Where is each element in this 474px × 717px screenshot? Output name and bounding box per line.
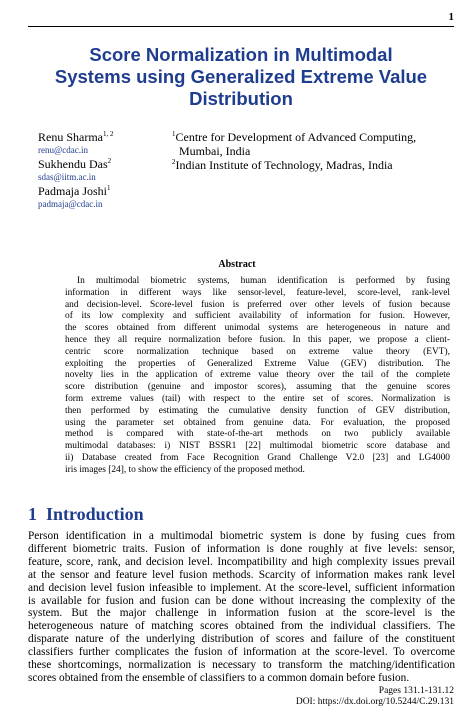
author-affil-marker: 2 <box>107 157 112 165</box>
paper-title <box>28 44 454 110</box>
doi-link[interactable]: DOI: https://dx.doi.org/10.5244/C.29.131 <box>295 697 454 707</box>
introduction-body <box>28 530 455 685</box>
author-email[interactable]: padmaja@cdac.in <box>38 199 103 209</box>
title-line: Systems using Generalized Extreme Value <box>54 66 428 87</box>
text-line: these shortcomings, normalization is necessary to transform the matching/identification <box>28 659 455 672</box>
author-list <box>38 130 168 211</box>
page-range: Pages 131.1-131.12 <box>378 686 454 696</box>
text-line: score distribution (genuine and impostor scores), assuming that the genuine scores <box>65 382 450 393</box>
text-line: is available for fusion and fusion can be done without increasing the complexity of the <box>28 594 455 607</box>
text-line: form extreme values (tail) with respect to the entire set of scores. Normalization is <box>65 393 450 404</box>
text-line: method is compared with state-of-the-art methods on two publicly available <box>65 429 450 440</box>
text-line: exploiting the properties of Generalized Extreme Value (GEV) distribution. The <box>65 358 450 369</box>
text-line: Person identification in a multimodal biometric system is done by fusing cues from <box>28 530 455 542</box>
text-line: centric score normalization technique based on extreme value theory (EVT), <box>65 346 450 357</box>
author-name: Sukhendu Das$^2$ <box>38 157 112 171</box>
affiliation: $^2$Indian Institute of Technology, Madras, India <box>172 158 393 172</box>
text-line: In multimodal biometric systems, human identification is performed by fusing <box>77 276 450 286</box>
author-affil-marker: 1, 2 <box>103 130 114 138</box>
text-line: scores obtained from the ensemble of classifiers to a common domain before fusion. <box>28 671 410 684</box>
abstract-heading: Abstract <box>218 259 256 270</box>
text-line: multimodal databases: i) NIST BSSR1 [22] multimodal biometric score database and <box>65 441 450 452</box>
author-name: Padmaja Joshi$^1$ <box>38 184 111 198</box>
text-line: and decision-level. Score-level fusion is preferred over other levels of fusion because <box>65 299 450 310</box>
text-line: using the parameter set obtained from genuine data. For evaluation, the proposed <box>65 417 450 428</box>
abstract-body <box>65 276 450 477</box>
affiliation-list <box>172 130 462 172</box>
header-rule <box>28 26 454 27</box>
text-line: then performed by estimating the cumulative density function of GEV distribution, <box>65 405 450 416</box>
author-name: Renu Sharma$^{1, 2}$ <box>38 130 114 144</box>
title-line: Distribution <box>189 88 293 109</box>
text-line: different biometric traits. Fusion of information is done roughly at five levels: sensor, <box>28 542 455 555</box>
affiliation-continuation: Mumbai, India <box>179 144 251 158</box>
text-line: the scores obtained from different unimodal systems are heterogeneous in nature and <box>65 323 450 334</box>
text-line: information in different ways like sensor-level, feature-level, score-level, rank-level <box>65 287 450 298</box>
text-line: iris images [24], to show the efficiency of the proposed method. <box>65 464 305 475</box>
affiliation: $^1$Centre for Development of Advanced Computing, <box>172 130 417 144</box>
text-line: at the sensor and feature level fusion methods. Scarcity of information makes rank level <box>28 568 455 581</box>
text-line: classifiers further complicates the fusion of information at the score-level. To overcome <box>28 646 455 659</box>
author-email[interactable]: sdas@iitm.ac.in <box>38 172 96 182</box>
page-number: 1 <box>448 11 454 23</box>
text-line: hence they all require normalization before fusion. In this paper, we propose a client- <box>65 334 450 345</box>
text-line: of its low complexity and sufficient availability of information for fusion. However, <box>65 311 450 322</box>
author-affil-marker: 1 <box>107 184 111 192</box>
text-line: disparate nature of the underlying distribution of scores and failure of the constituent <box>28 633 455 646</box>
author-email[interactable]: renu@cdac.in <box>38 145 89 155</box>
text-line: heterogeneous nature of matching scores obtained from the individual classifiers. The <box>28 620 455 633</box>
text-line: feature, score, rank, and decision level. Incompatibility and high complexity issues prevail <box>28 555 455 568</box>
page-footer <box>296 686 454 708</box>
title-line: Score Normalization in Multimodal <box>89 44 393 65</box>
text-line: novelty lies in the application of extreme value theory over the tail of the complete <box>65 370 450 381</box>
text-line: and decision level fusion infeasible to implement. At the score-level, sufficient information <box>28 581 455 594</box>
text-line: system. But the major challenge in information fusion at the score-level is the <box>28 607 455 620</box>
section-heading: 1 Introduction <box>28 504 144 524</box>
text-line: ii) Database created from Face Recognition Grand Challenge V2.0 [23] and LG4000 <box>65 452 450 463</box>
